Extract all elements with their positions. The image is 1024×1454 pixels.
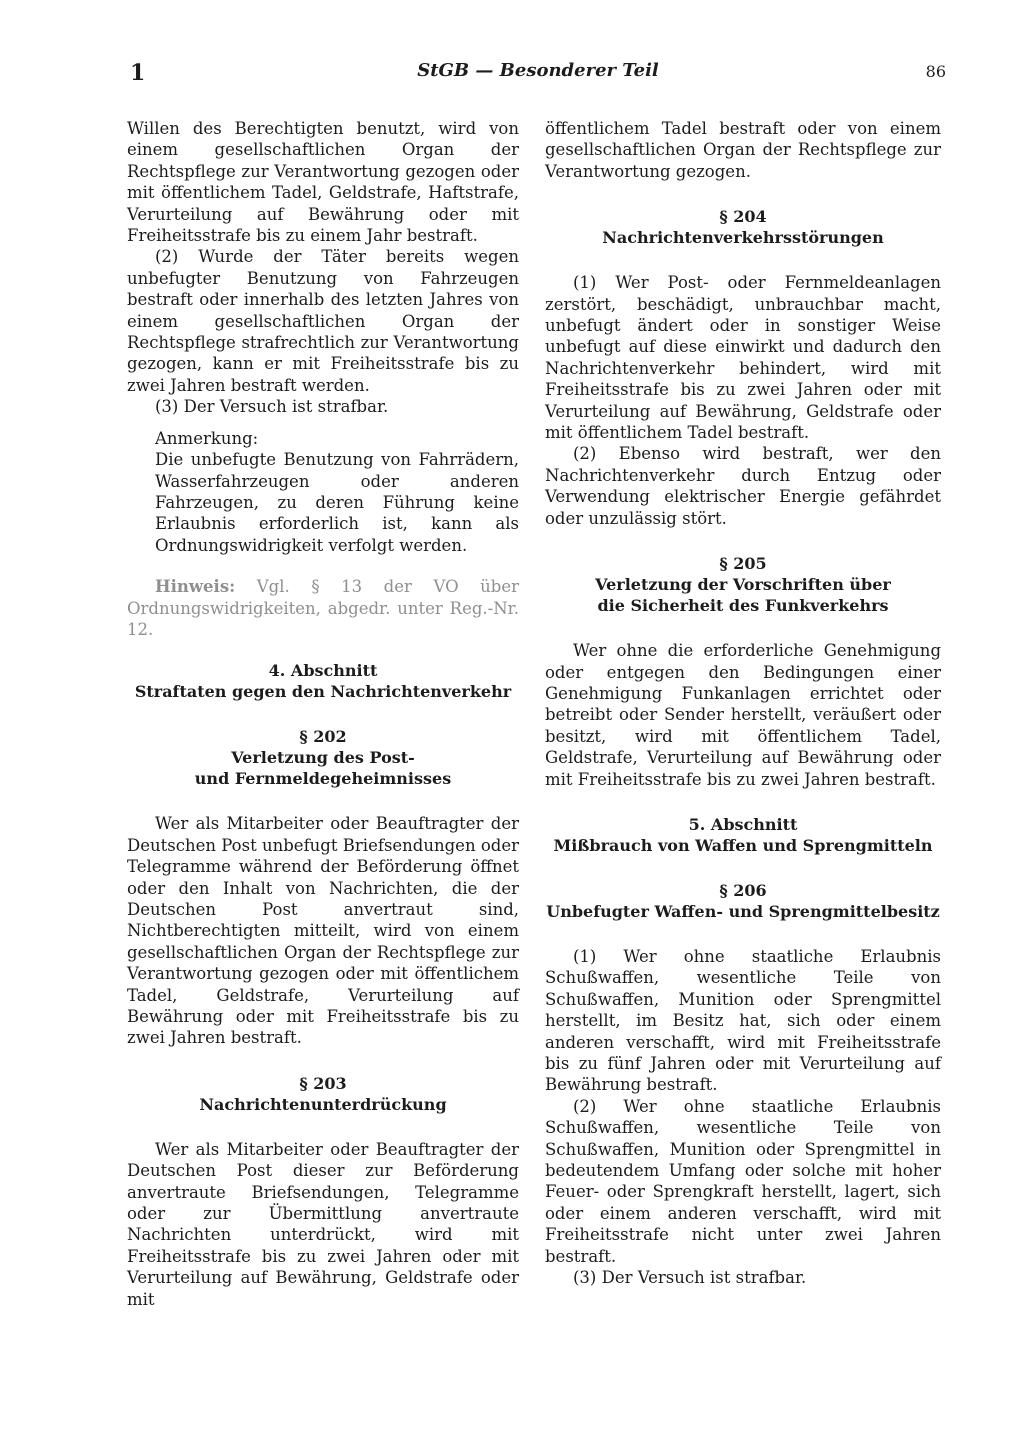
hint-label: Hinweis:	[155, 577, 236, 597]
section-202-text: Wer als Mitarbeiter oder Beauftragter der Deutschen Post unbefugt Briefsendungen oder Telegramme während der Beförderung öffnet oder den Inhalt von Nachrichten, die der Deutschen Post anvertraut sind, Nichtberechtigten mitteilt, wird von einem gesellschaftlichen Organ der Rechtspflege zur Verantwortung gezogen oder mit öffentlichem Tadel, Geldstrafe, Verurteilung auf Bewährung oder mit Freiheitsstrafe bis zu zwei Jahren bestraft.	[127, 814, 519, 1048]
chapter-4-number: 4. Abschnitt	[268, 661, 378, 681]
running-head	[130, 60, 946, 86]
chapter-5-title: Mißbrauch von Waffen und Sprengmitteln	[553, 835, 933, 855]
section-204-heading	[545, 206, 941, 248]
section-206-number: § 206	[719, 880, 767, 900]
section-201-continuation: Willen des Berechtigten benutzt, wird von einem gesellschaftlichen Organ der Rechtspflege zur Verantwortung gezogen oder mit öffentlichem Tadel, Geldstrafe, Haftstrafe, Verurteilung auf Bewährung oder mit Freiheitsstrafe bis zu einem Jahr bestraft.	[127, 119, 519, 246]
section-203-text: Wer als Mitarbeiter oder Beauftragter der Deutschen Post dieser zur Beförderung anvertraute Briefsendungen, Telegramme oder zur Übermittlung anvertraute Nachrichten unterdrückt, wird mit Freiheitsstrafe bis zu zwei Jahren oder mit Verurteilung auf Bewährung, Geldstrafe oder mit	[127, 1139, 519, 1309]
chapter-4-title: Straftaten gegen den Nachrichtenverkehr	[134, 682, 512, 702]
running-title: StGB — Besonderer Teil	[417, 60, 659, 81]
section-201-paragraph-3: (3) Der Versuch ist strafbar.	[155, 397, 389, 417]
chapter-4-heading	[127, 660, 519, 702]
chapter-5-heading	[545, 814, 941, 856]
section-205-number: § 205	[719, 554, 767, 574]
page-number-left: 1	[130, 60, 146, 86]
section-202-number: § 202	[299, 727, 347, 747]
section-204-paragraph-2: (2) Ebenso wird bestraft, wer den Nachrichtenverkehr durch Entzug oder Verwendung elektrischer Energie gefährdet oder unzulässig stört.	[545, 444, 941, 528]
section-205-title-line-1: Verletzung der Vorschriften über	[595, 575, 891, 595]
section-203-heading	[127, 1073, 519, 1115]
remark-text: Die unbefugte Benutzung von Fahrrädern, Wasserfahrzeugen oder anderen Fahrzeugen, zu deren Führung keine Erlaubnis erforderlich ist, kann als Ordnungswidrigkeit verfolgt werden.	[155, 450, 519, 555]
section-205-heading	[545, 553, 941, 616]
remark-label: Anmerkung:	[155, 428, 259, 448]
left-column	[127, 118, 519, 1310]
section-204-title: Nachrichtenverkehrsstörungen	[602, 228, 884, 248]
page-number-right: 86	[925, 62, 946, 81]
section-204-number: § 204	[719, 207, 767, 227]
section-206-title: Unbefugter Waffen- und Sprengmittelbesitz	[546, 901, 940, 921]
hint-text: Vgl. § 13 der VO über Ordnungswidrigkeiten, abgedr. unter Reg.-Nr. 12.	[127, 577, 519, 639]
section-201-paragraph-2: (2) Wurde der Täter bereits wegen unbefugter Benutzung von Fahrzeugen bestraft oder innerhalb des letzten Jahres von einem gesellschaftlichen Organ der Rechtspflege strafrechtlich zur Verantwortung gezogen, kann er mit Freiheitsstrafe bis zu zwei Jahren bestraft werden.	[127, 247, 519, 395]
section-205-text: Wer ohne die erforderliche Genehmigung oder entgegen den Bedingungen einer Genehmigung Funkanlagen errichtet oder betreibt oder Sender herstellt, veräußert oder besitzt, wird mit öffentlichem Tadel, Geldstrafe, Verurteilung auf Bewährung oder mit Freiheitsstrafe bis zu zwei Jahren bestraft.	[545, 641, 941, 789]
section-205-title-line-2: die Sicherheit des Funkverkehrs	[597, 596, 889, 616]
remark-block	[127, 428, 519, 556]
section-202-title-line-1: Verletzung des Post-	[231, 748, 415, 768]
section-202-title-line-2: und Fernmeldegeheimnisses	[194, 769, 452, 789]
section-203-title: Nachrichtenunterdrückung	[199, 1094, 447, 1114]
section-206-heading	[545, 880, 941, 922]
section-204-paragraph-1: (1) Wer Post- oder Fernmeldeanlagen zerstört, beschädigt, unbrauchbar macht, unbefugt ändert oder in sonstiger Weise unbefugt auf diese einwirkt und dadurch den Nachrichtenverkehr behindert, wird mit Freiheitsstrafe bis zu zwei Jahren oder mit Verurteilung auf Bewährung, Geldstrafe oder mit öffentlichem Tadel bestraft.	[545, 273, 941, 443]
section-206-paragraph-1: (1) Wer ohne staatliche Erlaubnis Schußwaffen, wesentliche Teile von Schußwaffen, Munition oder Sprengmittel herstellt, im Besitz hat, sich oder einem anderen verschafft, wird mit Freiheitsstrafe bis zu fünf Jahren oder mit Verurteilung auf Bewährung bestraft.	[545, 946, 941, 1095]
section-203-number: § 203	[299, 1073, 347, 1093]
hint-note	[127, 576, 519, 640]
right-column	[545, 118, 941, 1288]
section-202-heading	[127, 726, 519, 789]
section-206-paragraph-2: (2) Wer ohne staatliche Erlaubnis Schußwaffen, wesentliche Teile von Schußwaffen, Munition oder Sprengmittel in bedeutendem Umfang oder solche mit hoher Feuer- oder Sprengkraft herstellt, lagert, sich oder einem anderen verschafft, wird mit Freiheitsstrafe nicht unter zwei Jahren bestraft.	[545, 1096, 941, 1266]
chapter-5-number: 5. Abschnitt	[688, 814, 798, 834]
section-203-continuation: öffentlichem Tadel bestraft oder von einem gesellschaftlichen Organ der Rechtspflege zur Verantwortung gezogen.	[545, 119, 941, 181]
section-206-paragraph-3: (3) Der Versuch ist strafbar.	[573, 1268, 807, 1288]
